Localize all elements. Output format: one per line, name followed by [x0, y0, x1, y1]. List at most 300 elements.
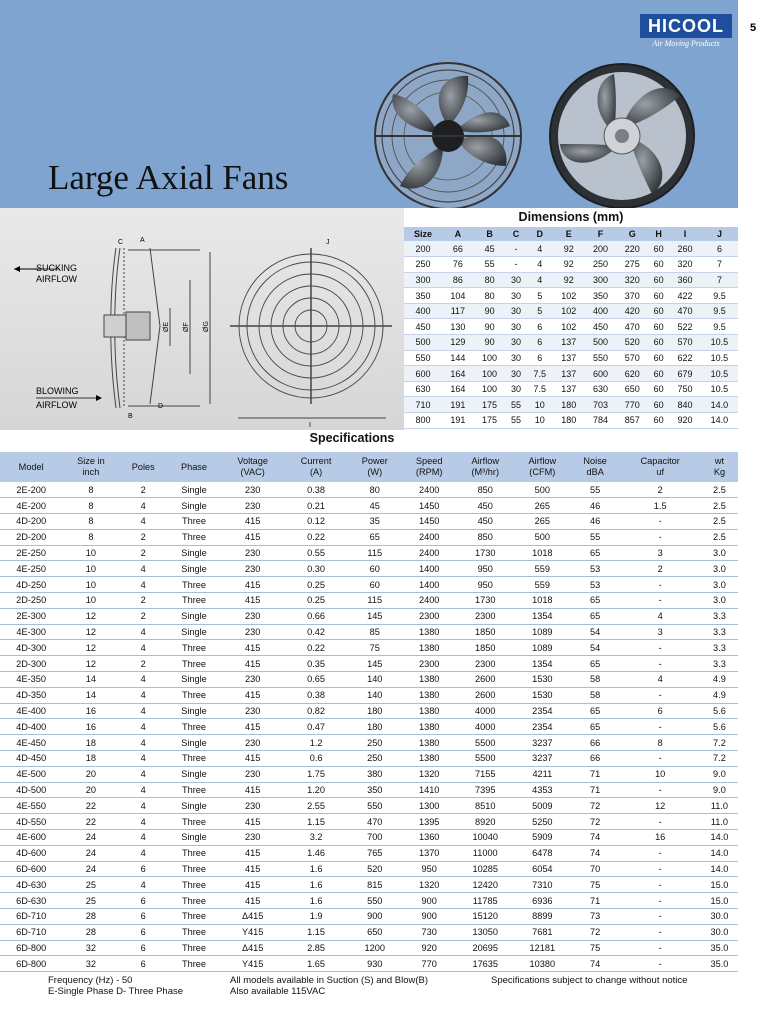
specifications-cell: 74 [571, 830, 620, 846]
dimensions-header-cell: D [527, 227, 553, 241]
specifications-cell: 6D-630 [0, 893, 62, 909]
dimensions-header-cell: I [669, 227, 701, 241]
specifications-cell: 230 [221, 830, 284, 846]
specifications-cell: 0.22 [284, 529, 347, 545]
dimensions-row [404, 397, 738, 413]
specifications-cell: 700 [348, 830, 402, 846]
specifications-cell: 4 [119, 577, 167, 593]
specifications-cell: 4E-450 [0, 735, 62, 751]
dimensions-cell: 630 [404, 381, 442, 397]
label-blowing: BLOWING [36, 386, 79, 396]
dimensions-cell: 7.5 [527, 381, 553, 397]
specifications-cell: 0.66 [284, 608, 347, 624]
specifications-cell: 765 [348, 845, 402, 861]
specifications-cell: 450 [457, 498, 514, 514]
specifications-cell: Three [167, 529, 221, 545]
specifications-cell: 12 [62, 624, 119, 640]
specifications-cell: 14.0 [701, 830, 738, 846]
dimensions-cell: 130 [442, 319, 474, 335]
dimensions-cell: 710 [404, 397, 442, 413]
specifications-header-line2: (CFM) [529, 467, 556, 477]
dimensions-cell: 630 [585, 381, 617, 397]
specifications-cell: 0.65 [284, 672, 347, 688]
specifications-cell: 12420 [457, 877, 514, 893]
specifications-cell: Y415 [221, 924, 284, 940]
specifications-cell: 415 [221, 877, 284, 893]
dimensions-cell: 520 [616, 335, 648, 351]
specifications-cell: 11.0 [701, 814, 738, 830]
specifications-cell: 2300 [457, 608, 514, 624]
specifications-cell: 3.3 [701, 624, 738, 640]
specifications-cell: 8510 [457, 798, 514, 814]
dimensions-cell: 300 [585, 272, 617, 288]
specifications-cell: Single [167, 561, 221, 577]
dimensions-cell: 137 [553, 335, 585, 351]
dimensions-cell: 137 [553, 381, 585, 397]
specifications-cell: 0.47 [284, 719, 347, 735]
specifications-cell: Single [167, 498, 221, 514]
specifications-cell: 25 [62, 877, 119, 893]
specifications-cell: 7310 [514, 877, 571, 893]
specifications-cell: 415 [221, 529, 284, 545]
footer-frequency: Frequency (Hz) - 50 [48, 975, 133, 986]
specifications-cell: 53 [571, 577, 620, 593]
specifications-cell: 900 [348, 909, 402, 925]
specifications-cell: 1530 [514, 672, 571, 688]
specifications-cell: 4D-200 [0, 514, 62, 530]
dimensions-cell: 9.5 [701, 319, 738, 335]
dimensions-row [404, 350, 738, 366]
specifications-cell: 0.12 [284, 514, 347, 530]
dimensions-header-cell: G [616, 227, 648, 241]
specifications-cell: 4D-400 [0, 719, 62, 735]
label-e: ØE [163, 321, 170, 332]
specifications-header-line2: (W) [367, 467, 383, 477]
specifications-cell: 0.35 [284, 656, 347, 672]
dimensions-cell: 522 [669, 319, 701, 335]
specifications-cell: 3.0 [701, 561, 738, 577]
specifications-cell: 2.5 [701, 529, 738, 545]
dimensions-row [404, 241, 738, 257]
specifications-cell: 5500 [457, 751, 514, 767]
specifications-cell: 1395 [402, 814, 457, 830]
specifications-cell: 4 [119, 830, 167, 846]
specifications-row [0, 498, 738, 514]
specifications-cell: 2 [119, 545, 167, 561]
specifications-cell: 16 [62, 719, 119, 735]
specifications-cell: 230 [221, 545, 284, 561]
dimensions-cell: - [505, 241, 526, 257]
specifications-header-cell [221, 452, 284, 482]
specifications-cell: Single [167, 766, 221, 782]
fan-image-back [550, 64, 694, 208]
specifications-cell: 0.6 [284, 751, 347, 767]
dimensions-cell: 7 [701, 257, 738, 273]
specifications-cell: - [619, 877, 700, 893]
specifications-cell: 10380 [514, 956, 571, 972]
dimensions-title: Dimensions (mm) [518, 210, 624, 224]
specifications-cell: 3.0 [701, 545, 738, 561]
dimensions-body [404, 241, 738, 428]
specifications-cell: 2E-250 [0, 545, 62, 561]
specifications-cell: 6054 [514, 861, 571, 877]
specifications-header-line2: (RPM) [415, 467, 443, 477]
specifications-cell: 1380 [402, 703, 457, 719]
dimensions-cell: 60 [648, 350, 669, 366]
dimensions-cell: 10 [527, 413, 553, 429]
specifications-cell: 11000 [457, 845, 514, 861]
dimensions-cell: 191 [442, 413, 474, 429]
specifications-cell: 1380 [402, 735, 457, 751]
specifications-row [0, 577, 738, 593]
page-title: Large Axial Fans [48, 158, 289, 197]
dimensions-cell: 92 [553, 272, 585, 288]
footer-right [491, 975, 687, 986]
specifications-cell: 80 [348, 482, 402, 498]
dimensions-cell: 320 [669, 257, 701, 273]
specifications-cell: 2 [619, 561, 700, 577]
specifications-header-line1: wt [714, 456, 725, 466]
specifications-header-line1: Airflow [528, 456, 557, 466]
dimensions-cell: 5 [527, 288, 553, 304]
specifications-cell: 2E-300 [0, 608, 62, 624]
specifications-cell: 1.6 [284, 893, 347, 909]
label-d: D [158, 403, 164, 410]
specifications-cell: 3 [619, 624, 700, 640]
specifications-row [0, 940, 738, 956]
specifications-cell: 2.5 [701, 498, 738, 514]
specifications-row [0, 909, 738, 925]
specifications-cell: 4 [119, 561, 167, 577]
specifications-cell: 4E-300 [0, 624, 62, 640]
specifications-cell: 1.5 [619, 498, 700, 514]
specifications-cell: 230 [221, 482, 284, 498]
specifications-cell: 900 [402, 893, 457, 909]
specifications-cell: 4E-250 [0, 561, 62, 577]
specifications-cell: - [619, 861, 700, 877]
specifications-cell: 14.0 [701, 861, 738, 877]
specifications-header-line1: Phase [180, 461, 208, 472]
dimensions-cell: 60 [648, 319, 669, 335]
dimensions-cell: 45 [474, 241, 506, 257]
page-number: 5 [749, 22, 757, 34]
specifications-cell: 10 [62, 577, 119, 593]
dimensions-cell: 500 [404, 335, 442, 351]
specifications-cell: 1380 [402, 624, 457, 640]
dimensions-cell: 600 [404, 366, 442, 382]
specifications-row [0, 514, 738, 530]
specifications-row [0, 814, 738, 830]
specifications-row [0, 893, 738, 909]
specifications-cell: Three [167, 909, 221, 925]
dimensions-cell: 420 [616, 303, 648, 319]
specifications-cell: 24 [62, 845, 119, 861]
specifications-cell: 2354 [514, 703, 571, 719]
specifications-cell: 8 [62, 529, 119, 545]
specifications-header-cell [62, 452, 119, 482]
specifications-cell: 6 [119, 861, 167, 877]
specifications-cell: 1.15 [284, 814, 347, 830]
specifications-cell: 2600 [457, 687, 514, 703]
specifications-cell: 4E-500 [0, 766, 62, 782]
specifications-cell: 520 [348, 861, 402, 877]
specifications-cell: - [619, 577, 700, 593]
specifications-row [0, 798, 738, 814]
specifications-cell: 25 [62, 893, 119, 909]
specifications-cell: 71 [571, 766, 620, 782]
specifications-cell: 230 [221, 703, 284, 719]
specifications-cell: 1450 [402, 514, 457, 530]
dimensions-cell: 200 [404, 241, 442, 257]
dimensions-cell: 80 [474, 272, 506, 288]
specifications-cell: 30.0 [701, 909, 738, 925]
specifications-cell: 24 [62, 861, 119, 877]
specifications-cell: 2 [119, 608, 167, 624]
specifications-cell: 3.0 [701, 593, 738, 609]
dimensions-cell: 550 [585, 350, 617, 366]
specifications-cell: 4D-630 [0, 877, 62, 893]
technical-drawing-panel [0, 208, 404, 430]
dimensions-cell: 920 [669, 413, 701, 429]
front-view [230, 248, 392, 418]
label-f: ØF [183, 322, 190, 332]
dimensions-cell: 450 [404, 319, 442, 335]
specifications-cell: 20 [62, 766, 119, 782]
specifications-row [0, 561, 738, 577]
specifications-cell: 5500 [457, 735, 514, 751]
specifications-cell: 230 [221, 672, 284, 688]
specifications-cell: 559 [514, 577, 571, 593]
specifications-cell: 2 [119, 529, 167, 545]
specifications-cell: 85 [348, 624, 402, 640]
specifications-cell: 0.25 [284, 577, 347, 593]
dimensions-cell: 300 [404, 272, 442, 288]
dimensions-header-cell: C [505, 227, 526, 241]
specifications-cell: 4000 [457, 703, 514, 719]
specifications-cell: 2D-250 [0, 593, 62, 609]
dimensions-cell: 191 [442, 397, 474, 413]
specifications-cell: 4 [119, 766, 167, 782]
dimensions-cell: 60 [648, 366, 669, 382]
specifications-cell: 140 [348, 672, 402, 688]
dimensions-cell: 570 [669, 335, 701, 351]
specifications-cell: Three [167, 577, 221, 593]
specifications-cell: 1850 [457, 624, 514, 640]
specifications-cell: 730 [402, 924, 457, 940]
specifications-cell: 950 [457, 577, 514, 593]
dimensions-cell: - [505, 257, 526, 273]
dimensions-cell: 60 [648, 303, 669, 319]
specifications-cell: 73 [571, 909, 620, 925]
specifications-cell: Three [167, 861, 221, 877]
specifications-cell: 2.5 [701, 482, 738, 498]
dimensions-cell: 10.5 [701, 381, 738, 397]
specifications-cell: - [619, 956, 700, 972]
dimensions-cell: 55 [474, 257, 506, 273]
specifications-cell: 12 [62, 608, 119, 624]
specifications-header-line1: Power [361, 456, 388, 466]
dimensions-cell: 10.5 [701, 335, 738, 351]
specifications-cell: 815 [348, 877, 402, 893]
specifications-cell: 4000 [457, 719, 514, 735]
dimensions-cell: 9.5 [701, 288, 738, 304]
specifications-header-cell [571, 452, 620, 482]
dimensions-row [404, 303, 738, 319]
dimensions-cell: 60 [648, 397, 669, 413]
specifications-cell: 18 [62, 751, 119, 767]
dimension-drawing [0, 208, 404, 430]
specifications-cell: 1380 [402, 751, 457, 767]
specifications-cell: 71 [571, 782, 620, 798]
specifications-cell: 380 [348, 766, 402, 782]
specifications-cell: 7395 [457, 782, 514, 798]
specifications-cell: 22 [62, 798, 119, 814]
specifications-cell: Single [167, 482, 221, 498]
specifications-cell: 2400 [402, 593, 457, 609]
dimensions-cell: 600 [585, 366, 617, 382]
specifications-header-line2: (M³/hr) [471, 467, 500, 477]
specifications-cell: Three [167, 845, 221, 861]
specifications-cell: 7.2 [701, 735, 738, 751]
label-c: C [118, 239, 124, 246]
specifications-cell: 0.30 [284, 561, 347, 577]
dimensions-cell: 60 [648, 257, 669, 273]
dimensions-cell: 703 [585, 397, 617, 413]
specifications-cell: 3 [619, 545, 700, 561]
specifications-header-cell [348, 452, 402, 482]
specifications-cell: 15.0 [701, 893, 738, 909]
specifications-cell: 35 [348, 514, 402, 530]
dimensions-cell: 60 [648, 335, 669, 351]
specifications-cell: 230 [221, 624, 284, 640]
specifications-cell: 14 [62, 687, 119, 703]
specifications-cell: 18 [62, 735, 119, 751]
specifications-cell: 55 [571, 482, 620, 498]
dimensions-cell: 60 [648, 288, 669, 304]
specifications-cell: 559 [514, 561, 571, 577]
dimensions-cell: 164 [442, 381, 474, 397]
specifications-cell: 550 [348, 893, 402, 909]
specifications-cell: 1320 [402, 766, 457, 782]
specifications-cell: 6936 [514, 893, 571, 909]
specifications-cell: 1.6 [284, 877, 347, 893]
label-b: B [128, 413, 133, 420]
specifications-cell: 415 [221, 719, 284, 735]
specifications-cell: 4 [119, 877, 167, 893]
specifications-cell: 2D-200 [0, 529, 62, 545]
specifications-cell: Three [167, 877, 221, 893]
specifications-cell: 60 [348, 577, 402, 593]
specifications-cell: 53 [571, 561, 620, 577]
specifications-cell: 115 [348, 593, 402, 609]
specifications-cell: 4.9 [701, 672, 738, 688]
dimensions-cell: 175 [474, 413, 506, 429]
footer-left [48, 975, 183, 997]
specifications-cell: 0.55 [284, 545, 347, 561]
specifications-cell: 1320 [402, 877, 457, 893]
specifications-header-line1: Noise [583, 456, 607, 466]
specifications-cell: 65 [571, 608, 620, 624]
specifications-cell: 4E-600 [0, 830, 62, 846]
dimensions-cell: 102 [553, 303, 585, 319]
specifications-cell: 230 [221, 798, 284, 814]
dimensions-cell: 450 [585, 319, 617, 335]
dimensions-cell: 275 [616, 257, 648, 273]
specifications-cell: 12 [62, 656, 119, 672]
footer-middle [230, 975, 428, 997]
specifications-cell: 930 [348, 956, 402, 972]
specifications-cell: 2400 [402, 529, 457, 545]
specifications-cell: 28 [62, 909, 119, 925]
specifications-cell: 1018 [514, 593, 571, 609]
specifications-cell: 3.3 [701, 608, 738, 624]
specifications-row [0, 608, 738, 624]
specifications-cell: 9.0 [701, 766, 738, 782]
specifications-header-cell [284, 452, 347, 482]
specifications-cell: 1.2 [284, 735, 347, 751]
dimensions-cell: 30 [505, 303, 526, 319]
dimensions-cell: 10.5 [701, 366, 738, 382]
specifications-cell: 3237 [514, 751, 571, 767]
specifications-cell: Three [167, 719, 221, 735]
specifications-cell: 650 [348, 924, 402, 940]
specifications-cell: 5909 [514, 830, 571, 846]
specifications-cell: 10 [619, 766, 700, 782]
dimensions-cell: 30 [505, 366, 526, 382]
specifications-row [0, 845, 738, 861]
footer-availability: All models available in Suction (S) and Blow(B) [230, 975, 429, 986]
specifications-cell: 8920 [457, 814, 514, 830]
label-g: ØG [203, 321, 210, 332]
specifications-cell: 415 [221, 640, 284, 656]
specifications-cell: 4 [619, 672, 700, 688]
specifications-cell: 8 [62, 482, 119, 498]
specifications-cell: 4 [119, 845, 167, 861]
specifications-cell: 2300 [402, 608, 457, 624]
specifications-header-cell [701, 452, 738, 482]
specifications-cell: 1380 [402, 640, 457, 656]
specifications-cell: 250 [348, 735, 402, 751]
specifications-cell: 230 [221, 498, 284, 514]
specifications-cell: 8 [62, 498, 119, 514]
specifications-cell: 5250 [514, 814, 571, 830]
specifications-cell: 3.0 [701, 577, 738, 593]
dimensions-row [404, 272, 738, 288]
specifications-cell: 4D-300 [0, 640, 62, 656]
specifications-cell: 4D-550 [0, 814, 62, 830]
specifications-cell: 230 [221, 735, 284, 751]
dimensions-cell: 14.0 [701, 413, 738, 429]
page-margin [738, 0, 768, 1024]
specifications-header-line1: Voltage [237, 456, 268, 466]
specifications-cell: 550 [348, 798, 402, 814]
specifications-header-cell [119, 452, 167, 482]
specifications-cell: 15.0 [701, 877, 738, 893]
specifications-cell: 46 [571, 514, 620, 530]
specifications-cell: - [619, 640, 700, 656]
specifications-header-cell [514, 452, 571, 482]
dimensions-header-cell: A [442, 227, 474, 241]
specifications-cell: 4.9 [701, 687, 738, 703]
specifications-cell: - [619, 687, 700, 703]
dimensions-cell: 117 [442, 303, 474, 319]
specifications-cell: 1.46 [284, 845, 347, 861]
dimensions-cell: 14.0 [701, 397, 738, 413]
specifications-cell: - [619, 593, 700, 609]
specifications-cell: 65 [571, 719, 620, 735]
specifications-cell: 2 [119, 482, 167, 498]
dimensions-cell: 200 [585, 241, 617, 257]
